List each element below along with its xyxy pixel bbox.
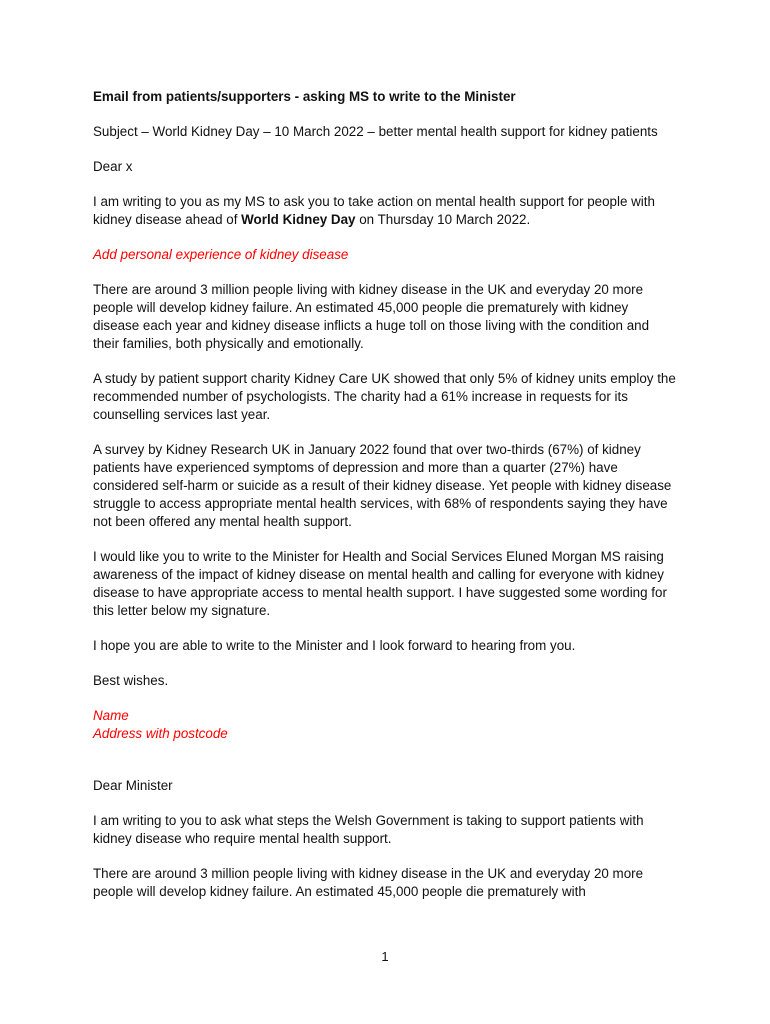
address-placeholder: Address with postcode <box>93 726 228 741</box>
email-subject: Subject – World Kidney Day – 10 March 2022 – better mental health support for kidney patients <box>93 124 658 139</box>
intro-text-before: I am writing to you as my MS to ask you to take action on mental health support for people with kidney disease ahead of <box>93 194 655 227</box>
name-placeholder: Name <box>93 708 129 723</box>
letter-statistics-paragraph: There are around 3 million people living with kidney disease in the UK and everyday 20 more people will develop kidney failure. An estimated 45,000 people die prematurely with <box>93 866 644 899</box>
hope-paragraph: I hope you are able to write to the Minister and I look forward to hearing from you. <box>93 638 576 653</box>
signoff: Best wishes. <box>93 673 169 688</box>
letter-intro-paragraph: I am writing to you to ask what steps the Welsh Government is taking to support patients with kidney disease who require mental health support. <box>93 813 644 846</box>
statistics-paragraph: There are around 3 million people living with kidney disease in the UK and everyday 20 more people will develop kidney failure. An estimated 45,000 people die prematurely with kidney disease each year and kidney disease inflicts a huge toll on those living with the condition and their families, both physically and emotionally. <box>93 282 650 351</box>
request-paragraph: I would like you to write to the Minister for Health and Social Services Eluned Morgan MS raising awareness of the impact of kidney disease on mental health and calling for everyone with kidney disease to have appropriate access to mental health support. I have suggested some wording for this letter below my signature. <box>93 549 667 618</box>
study-paragraph: A study by patient support charity Kidney Care UK showed that only 5% of kidney units employ the recommended number of psychologists. The charity had a 61% increase in requests for its counselling services last year. <box>93 371 676 422</box>
signature-block <box>93 707 678 743</box>
document-heading: Email from patients/supporters - asking MS to write to the Minister <box>93 89 516 104</box>
intro-paragraph <box>93 193 678 229</box>
spacer <box>93 760 678 777</box>
letter-salutation: Dear Minister <box>93 778 173 793</box>
intro-text-after: on Thursday 10 March 2022. <box>355 212 531 227</box>
email-salutation: Dear x <box>93 159 133 174</box>
survey-paragraph: A survey by Kidney Research UK in January 2022 found that over two-thirds (67%) of kidney patients have experienced symptoms of depression and more than a quarter (27%) have considered self-harm or suicide as a result of their kidney disease. Yet people with kidney disease struggle to access appropriate mental health services, with 68% of respondents saying they have not been offered any mental health support. <box>93 442 672 529</box>
spacer <box>93 743 678 760</box>
page-number: 1 <box>381 949 389 964</box>
intro-event-name: World Kidney Day <box>241 212 356 227</box>
personal-experience-prompt: Add personal experience of kidney disease <box>93 247 349 262</box>
document-body <box>93 88 678 918</box>
